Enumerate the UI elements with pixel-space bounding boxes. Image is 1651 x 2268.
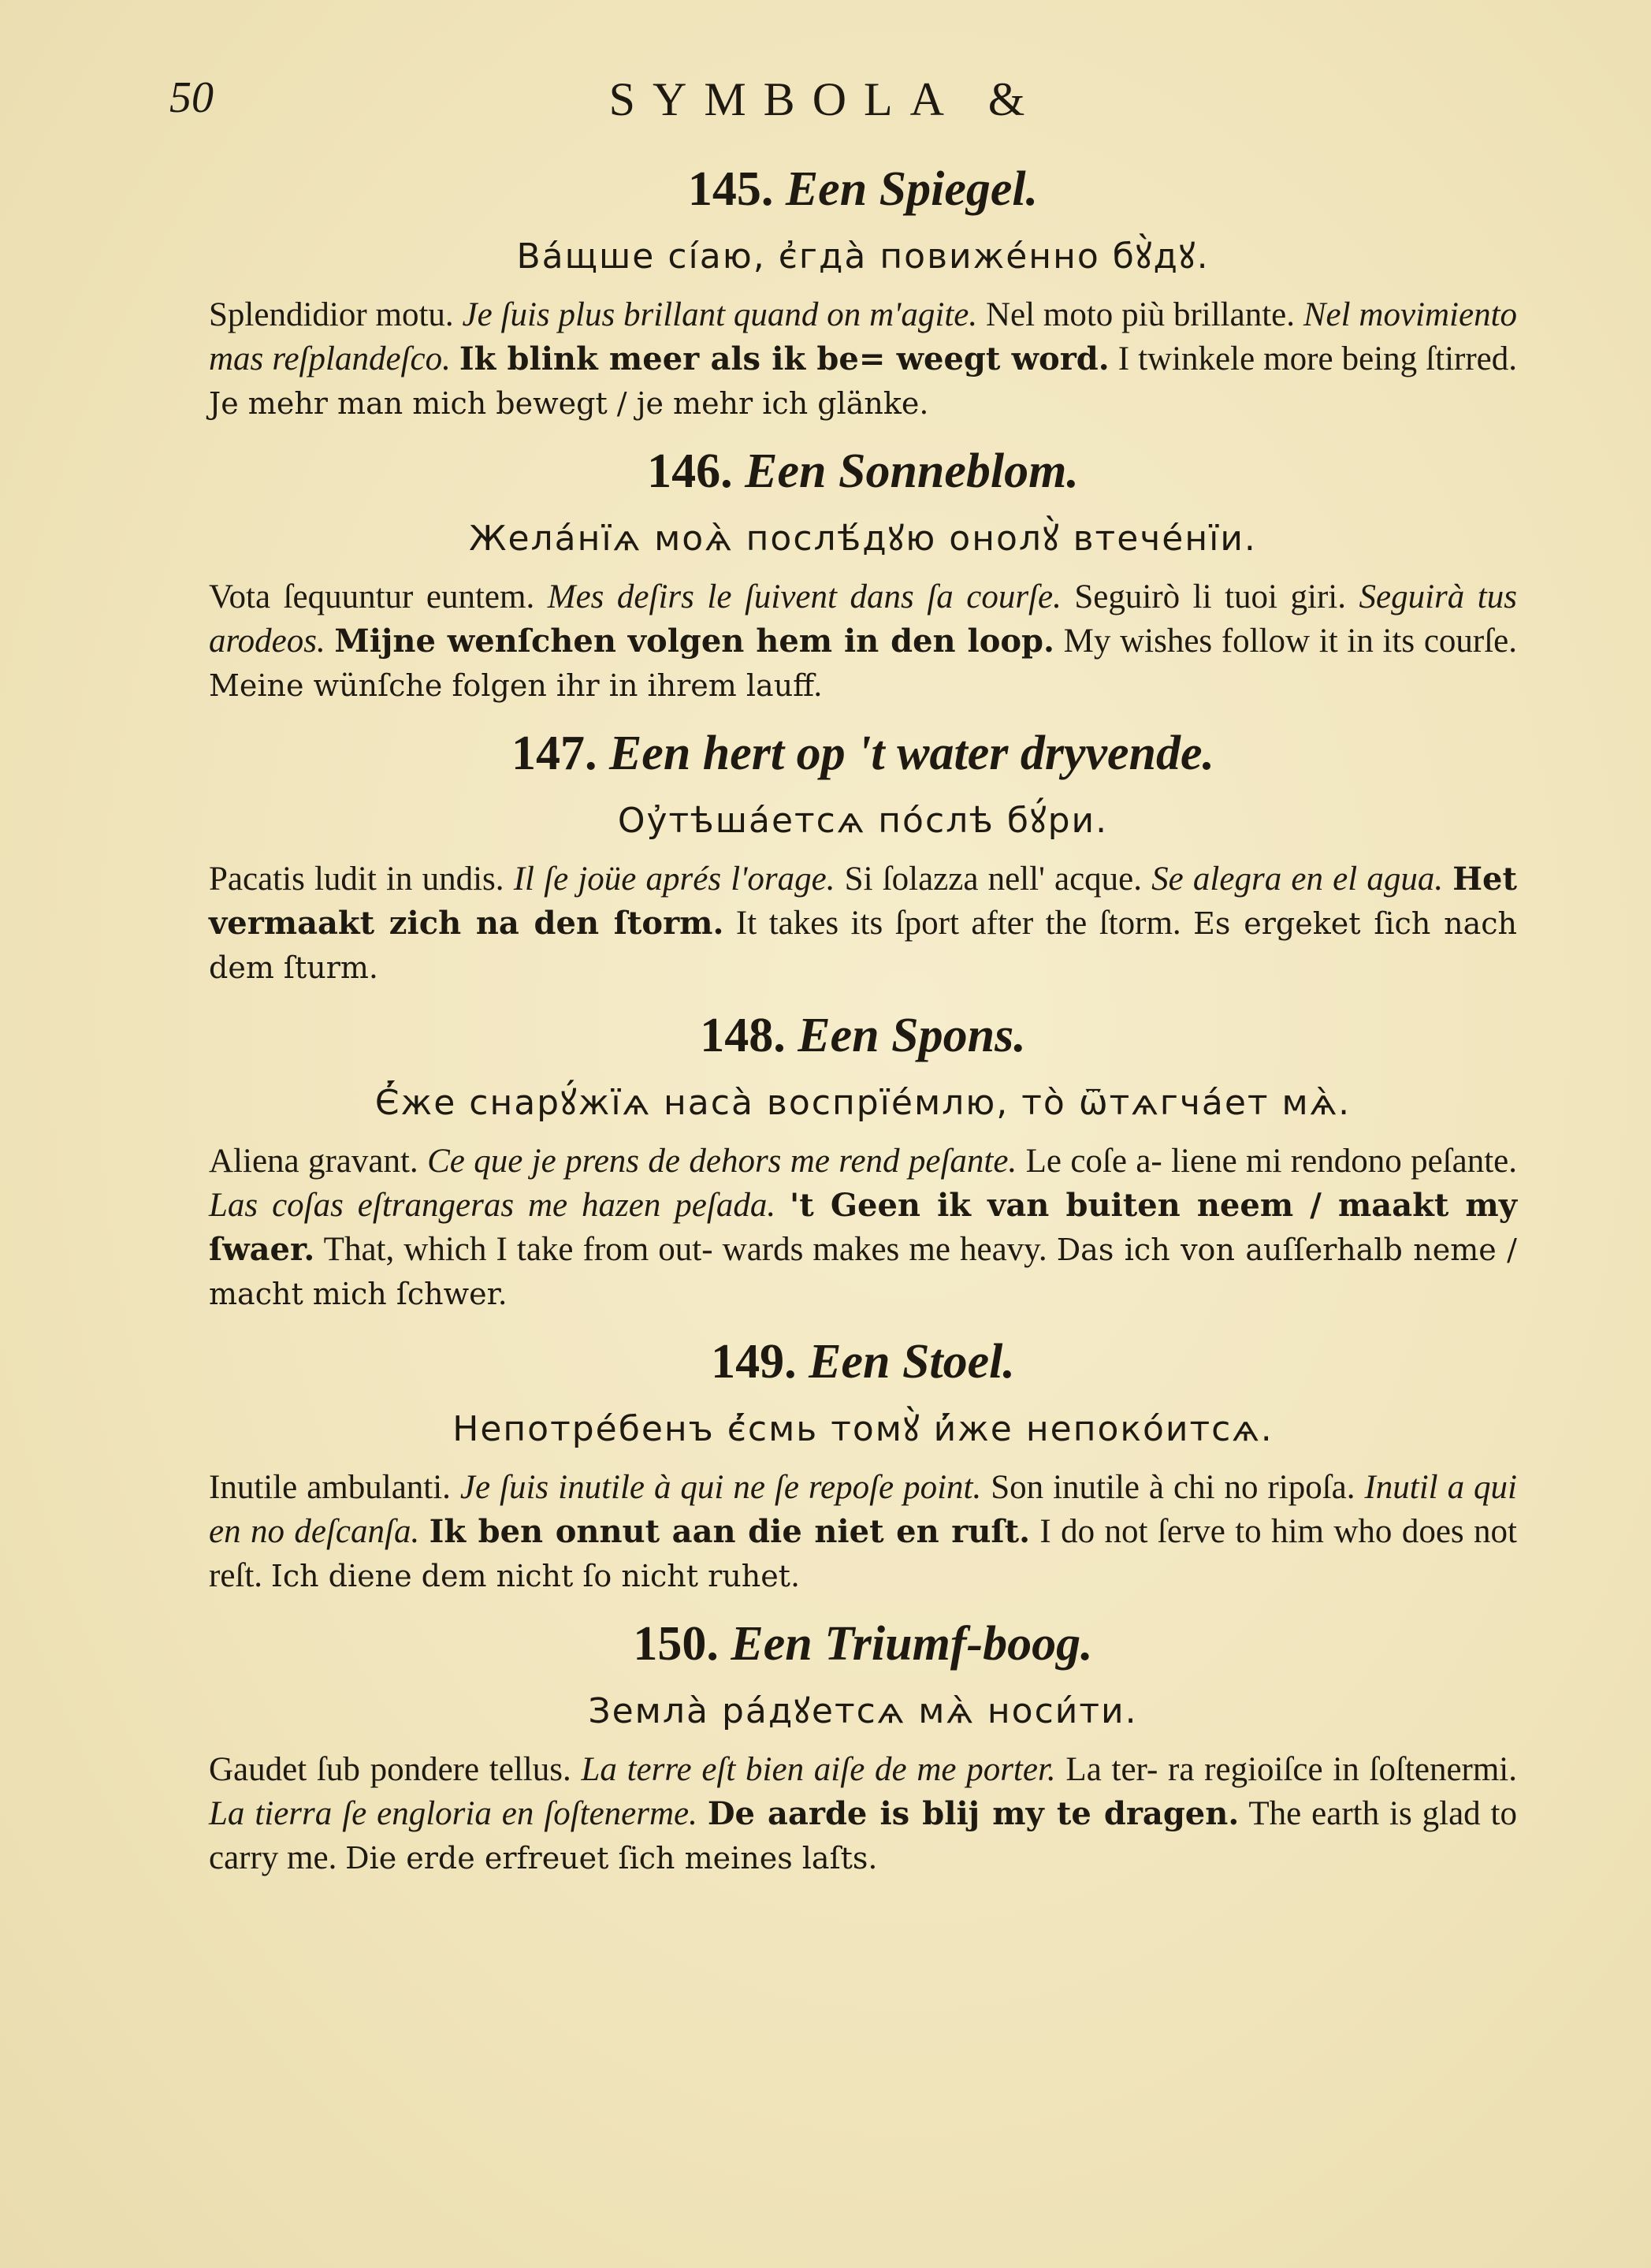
entry-name: Een Triumf-boog.	[731, 1617, 1093, 1671]
slavonic-motto: Ва́щше сі́аю, є҆гда̀ повиже́нно бꙋ̀дꙋ.	[516, 236, 1210, 277]
english-motto: I twinkele more being ſtirred.	[1117, 340, 1518, 377]
english-motto: I do not ſerve to him who does not reſt.	[209, 1513, 1517, 1594]
entry-title	[209, 722, 1517, 785]
dutch-motto: 't Geen ik van buiten neem / maakt my ſwaer.	[209, 1187, 1518, 1268]
entry-name: Een Spiegel.	[785, 162, 1039, 216]
emblem-entries	[209, 158, 1517, 1894]
entry-name: Een Spons.	[798, 1009, 1026, 1062]
english-motto: That, which I take from out- wards makes me heavy.	[323, 1231, 1047, 1268]
entry-number: 149.	[711, 1335, 797, 1389]
dutch-motto: De aarde is blij my te dragen.	[707, 1795, 1240, 1832]
dutch-motto: Het vermaakt zich na den ſtorm.	[209, 861, 1517, 942]
german-motto: Die erde erfreuet ſich meines laſts.	[345, 1841, 878, 1876]
slavonic-motto: Жела́нїѧ моѧ̀ послѣ́дꙋю онолꙋ̀ втече́нїи.	[469, 519, 1257, 559]
spanish-motto: Las coſas eſtrangeras me hazen peſada.	[209, 1187, 776, 1224]
english-motto: The earth is glad to carry me.	[209, 1795, 1518, 1876]
slavonic-motto: Оу҆тѣша́етсѧ по́слѣ бꙋ́ри.	[617, 801, 1109, 841]
german-motto: Je mehr man mich bewegt / je mehr ich glänke.	[209, 386, 929, 421]
german-motto: Meine wünſche folgen ihr in ihrem lauff.	[209, 668, 823, 703]
entry-name: Een hert op 't water dryvende.	[608, 727, 1215, 780]
italian-motto: Le coſe a- liene mi rendono peſante.	[1025, 1143, 1517, 1180]
italian-motto: Nel moto più brillante.	[985, 296, 1295, 333]
translations	[209, 1748, 1517, 1880]
french-motto: Ce que je prens de dehors me rend peſante.	[427, 1143, 1017, 1180]
slavonic-motto: Непотре́бенъ є҆́смь томꙋ̀ и҆́же непоко́итсѧ.	[452, 1409, 1274, 1449]
dutch-motto: Ik blink meer als ik be= weegt word.	[459, 340, 1110, 377]
entry-145	[209, 158, 1517, 426]
spanish-motto: Se alegra en el agua.	[1151, 861, 1444, 898]
entry-title	[209, 158, 1517, 221]
page-number: 50	[169, 73, 214, 122]
spanish-motto: Nel movimiento mas reſplandeſco.	[209, 296, 1518, 377]
latin-motto: Inutile ambulanti.	[209, 1469, 451, 1506]
translations	[209, 1140, 1517, 1316]
italian-motto: Son inutile à chi no ripoſa.	[991, 1469, 1355, 1506]
italian-motto: Seguirò li tuoi giri.	[1074, 578, 1346, 615]
entry-150	[209, 1612, 1517, 1880]
latin-motto: Vota ſequuntur euntem.	[209, 578, 535, 615]
latin-motto: Splendidior motu.	[209, 296, 454, 333]
latin-motto: Pacatis ludit in undis.	[209, 861, 504, 898]
translations	[209, 575, 1517, 708]
entry-number: 147.	[511, 727, 597, 780]
entry-number: 148.	[700, 1009, 786, 1062]
latin-motto: Aliena gravant.	[209, 1143, 418, 1180]
entry-number: 150.	[633, 1617, 719, 1671]
spanish-motto: Seguirà tus arodeos.	[209, 578, 1517, 660]
entry-149	[209, 1330, 1517, 1598]
french-motto: La terre eſt bien aiſe de me porter.	[581, 1751, 1056, 1788]
translations	[209, 1466, 1517, 1598]
translations	[209, 293, 1517, 426]
spanish-motto: La tierra ſe engloria en ſoſtenerme.	[209, 1795, 697, 1832]
german-motto: Das ich von auſſerhalb neme / macht mich ſchwer.	[209, 1233, 1517, 1311]
entry-title	[209, 1330, 1517, 1393]
entry-148	[209, 1004, 1517, 1316]
french-motto: Mes deſirs le ſuivent dans ſa courſe.	[547, 578, 1062, 615]
dutch-motto: Mijne wenſchen volgen hem in den loop.	[334, 623, 1054, 660]
french-motto: Je ſuis plus brillant quand on m'agite.	[462, 296, 978, 333]
german-motto: Ich diene dem nicht ſo nicht ruhet.	[270, 1559, 801, 1593]
german-motto: Es ergeket ſich nach dem ſturm.	[209, 906, 1518, 985]
entry-title	[209, 440, 1517, 503]
translations	[209, 857, 1517, 990]
english-motto: My wishes follow it in its courſe.	[1063, 623, 1518, 660]
running-head: SYMBOLA &	[608, 73, 1043, 125]
entry-146	[209, 440, 1517, 708]
entry-name: Een Sonneblom.	[745, 444, 1079, 498]
entry-number: 146.	[647, 444, 733, 498]
entry-number: 145.	[687, 162, 774, 216]
slavonic-motto: Земла̀ ра́дꙋетсѧ мѧ̀ носи́ти.	[588, 1691, 1138, 1731]
entry-title	[209, 1004, 1517, 1067]
entry-name: Een Stoel.	[809, 1335, 1015, 1389]
english-motto: It takes its ſport after the ſtorm.	[735, 905, 1181, 942]
latin-motto: Gaudet ſub pondere tellus.	[209, 1751, 571, 1788]
french-motto: Il ſe joüe aprés l'orage.	[513, 861, 835, 898]
italian-motto: Si ſolazza nell' acque.	[844, 861, 1142, 898]
spanish-motto: Inutil a qui en no deſcanſa.	[209, 1469, 1518, 1550]
entry-title	[209, 1612, 1517, 1675]
slavonic-motto: Є҆́же снарꙋ́жїѧ наса̀ воспрїе́млю, то̀ ѿтѧгча́ет мѧ̀.	[374, 1083, 1352, 1123]
entry-147	[209, 722, 1517, 990]
dutch-motto: Ik ben onnut aan die niet en ruſt.	[429, 1513, 1031, 1550]
italian-motto: La ter- ra regioiſce in ſoſtenermi.	[1065, 1751, 1517, 1788]
french-motto: Je ſuis inutile à qui ne ſe repoſe point.	[459, 1469, 982, 1506]
